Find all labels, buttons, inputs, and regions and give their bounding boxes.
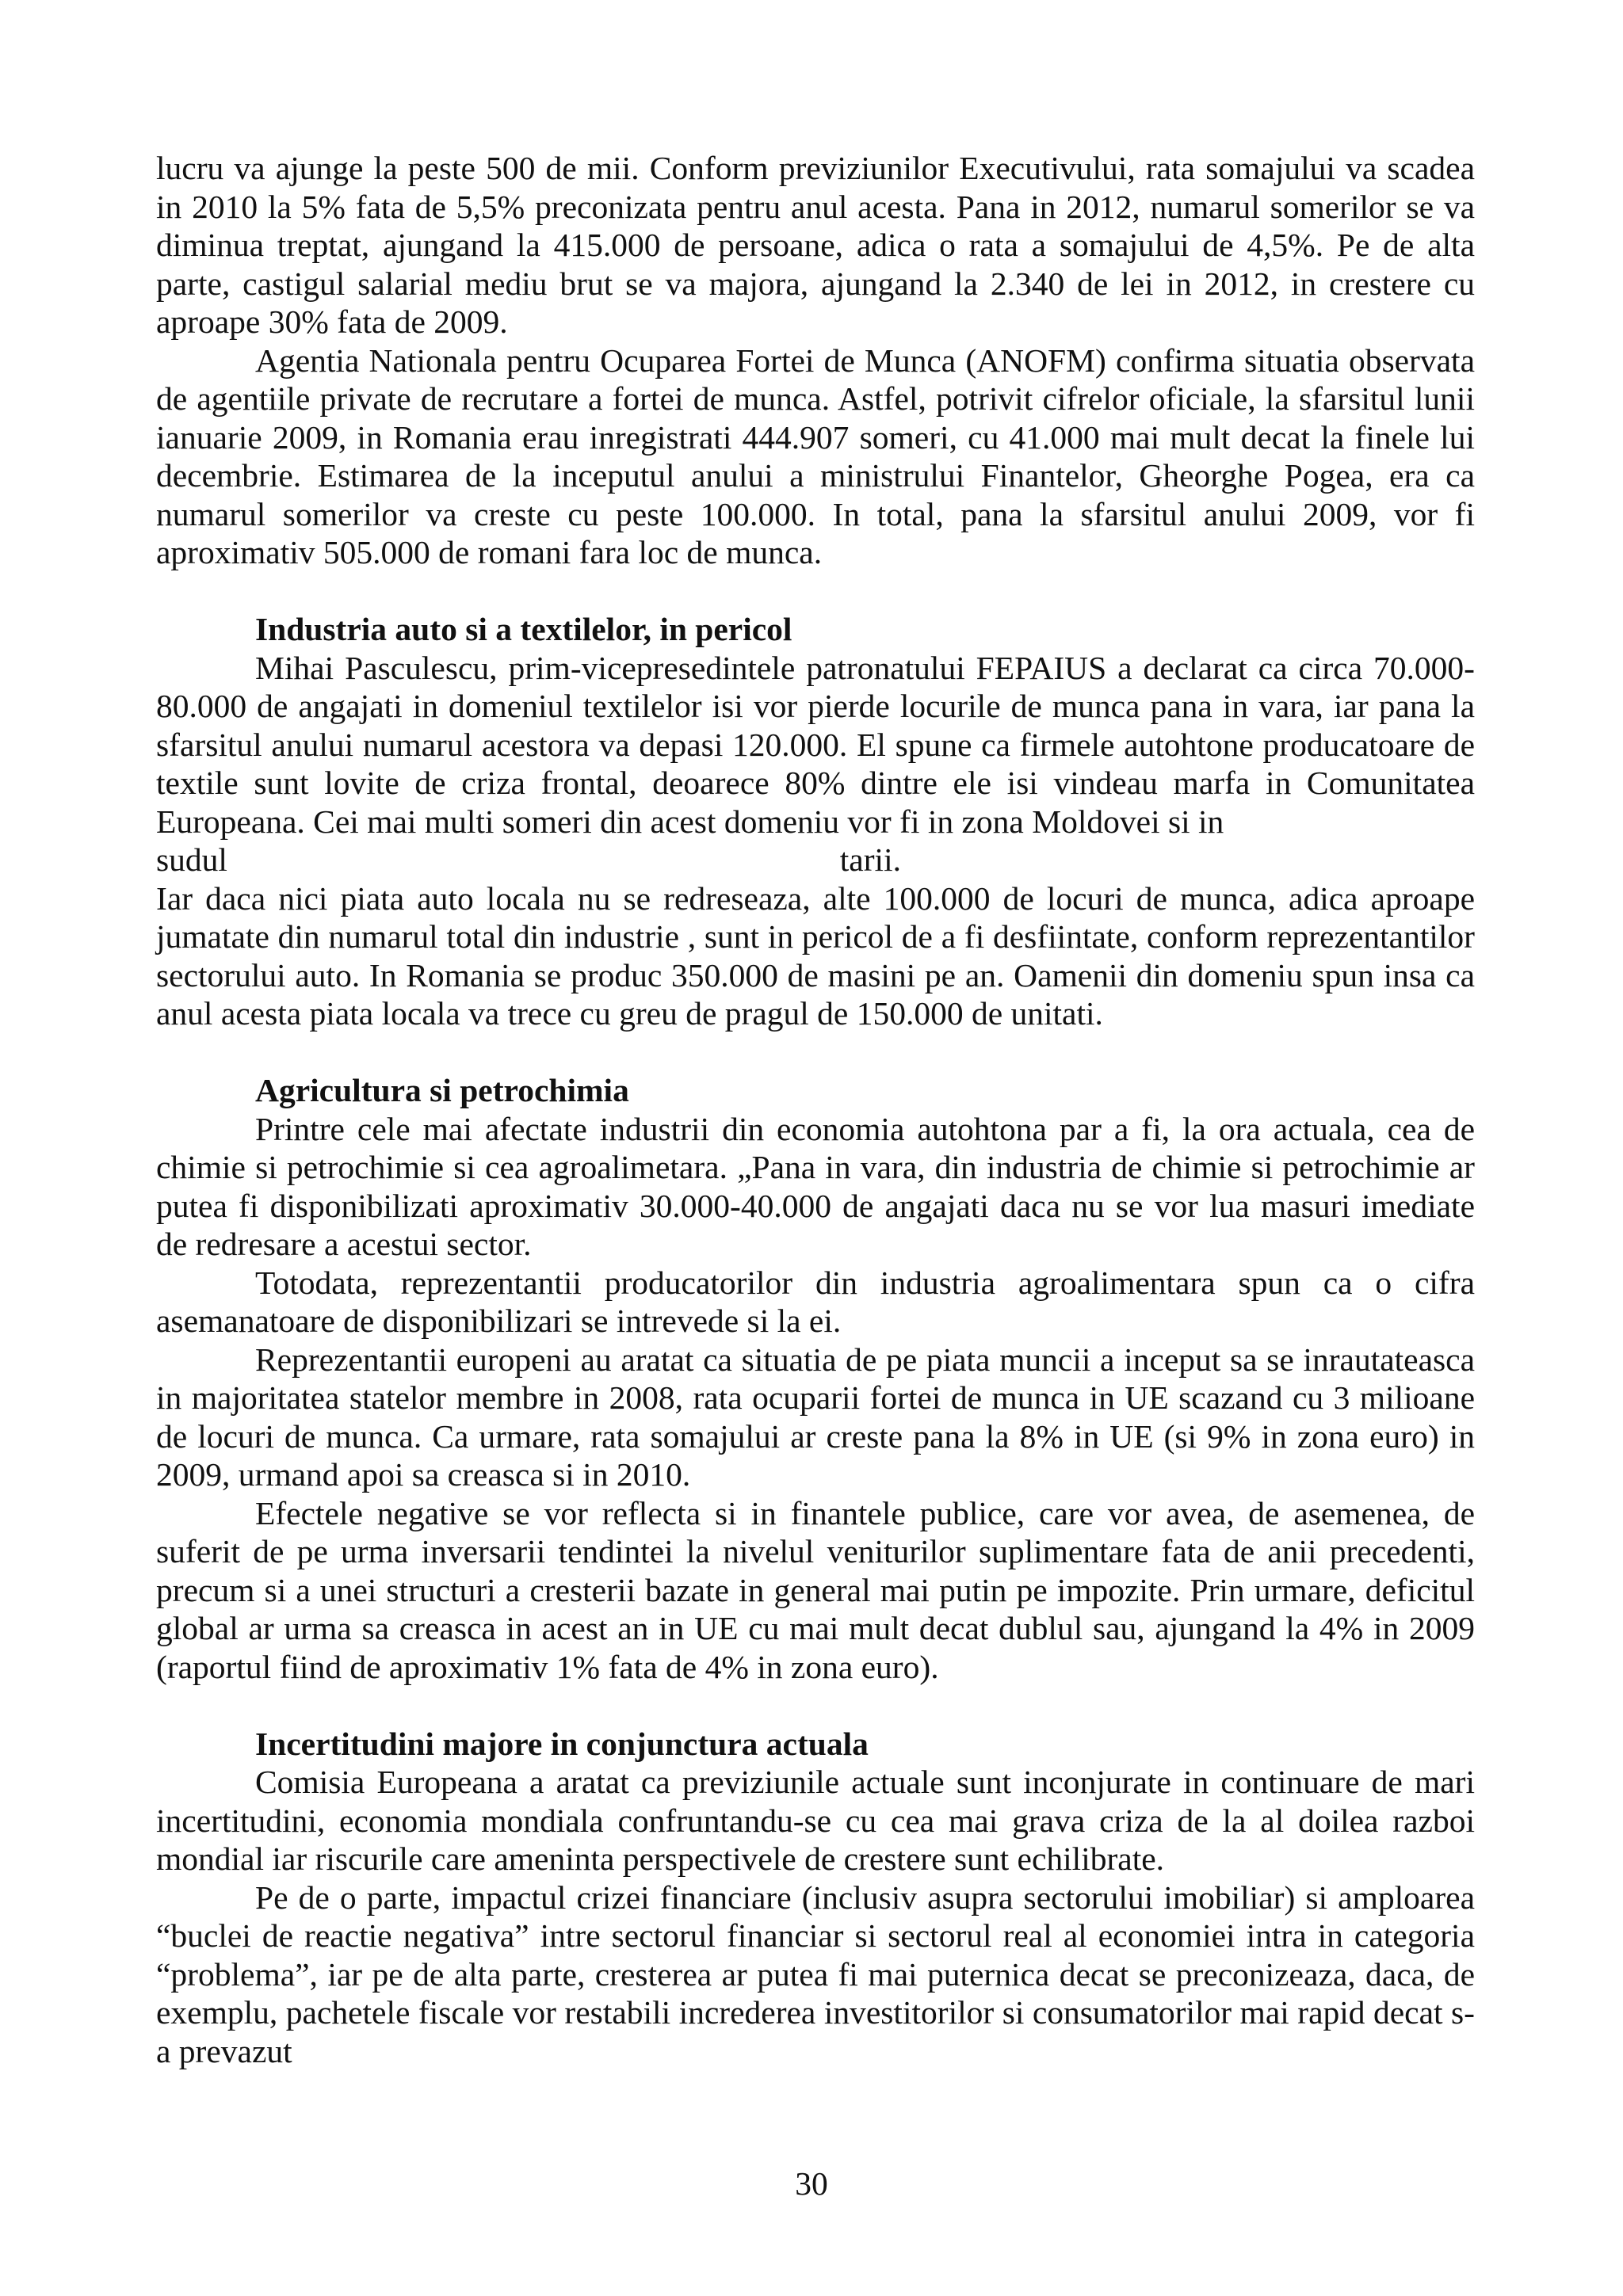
paragraph-textile-tail xyxy=(156,841,901,879)
paragraph-intro-continuation: lucru va ajunge la peste 500 de mii. Conform previziunilor Executivului, rata somajului va scadea in 2010 la 5% fata de 5,5% preconizata pentru anul acesta. Pana in 2012, numarul somerilor se va diminua treptat, ajungand la 415.000 de persoane, adica o rata a somajului de 4,5%. Pe de alta parte, castigul salarial mediu brut se va majora, ajungand la 2.340 de lei in 2012, in crestere cu aproape 30% fata de 2009. xyxy=(156,150,1475,340)
paragraph-textile-text: Mihai Pasculescu, prim-vicepresedintele patronatului FEPAIUS a declarat ca circa 70.000-80.000 de angajati in domeniul textilelor isi vor pierde locurile de munca pana in vara, iar pana la sfarsitul anului numarul acestora va depasi 120.000. El spune ca firmele autohtone producatoare de textile sunt lovite de criza frontal, deoarece 80% dintre ele isi vindeau marfa in Comunitatea Europeana. Cei mai multi someri din acest domeniu vor fi in zona Moldovei si in xyxy=(156,649,1475,840)
paragraph-agri-4: Efectele negative se vor reflecta si in finantele publice, care vor avea, de asemenea, de suferit de pe urma inversarii tendintei la nivelul veniturilor suplimentare fata de anii precedenti, precum si a unei structuri a cresterii bazate in general mai putin pe impozite. Prin urmare, deficitul global ar urma sa creasca in acest an in UE cu mai mult decat dublul sau, ajungand la 4% in 2009 (raportul fiind de aproximativ 1% fata de 4% in zona euro). xyxy=(156,1494,1475,1685)
section-spacer xyxy=(156,572,1475,611)
document-page xyxy=(156,149,1475,2070)
paragraph-agri-2: Totodata, reprezentantii producatorilor din industria agroalimentara spun ca o cifra asemanatoare de disponibilizari se intrevede si la ei. xyxy=(156,1264,1475,1339)
paragraph-textile-tail-left: sudul xyxy=(156,841,227,878)
paragraph-agri-3: Reprezentantii europeni au aratat ca situatia de pe piata muncii a inceput sa se inrautateasca in majoritatea statelor membre in 2008, rata ocuparii fortei de munca in UE scazand cu 3 milioane de locuri de munca. Ca urmare, rata somajului ar creste pana la 8% in UE (si 9% in zona euro) in 2009, urmand apoi sa creasca si in 2010. xyxy=(156,1341,1475,1493)
page-number: 30 xyxy=(795,2165,828,2202)
paragraph-textile xyxy=(156,649,1475,841)
section-spacer xyxy=(156,1033,1475,1072)
section-spacer xyxy=(156,1686,1475,1725)
paragraph-anofm: Agentia Nationala pentru Ocuparea Fortei de Munca (ANOFM) confirma situatia observata de agentiile private de recrutare a fortei de munca. Astfel, potrivit cifrelor oficiale, la sfarsitul lunii ianuarie 2009, in Romania erau inregistrati 444.907 someri, cu 41.000 mai mult decat la finele lui decembrie. Estimarea de la inceputul anului a ministrului Finantelor, Gheorghe Pogea, era ca numarul somerilor va creste cu peste 100.000. In total, pana la sfarsitul anului 2009, vor fi aproximativ 505.000 de romani fara loc de munca. xyxy=(156,341,1475,570)
paragraph-auto-industry: Iar daca nici piata auto locala nu se redreseaza, alte 100.000 de locuri de munca, adica aproape jumatate din numarul total din industrie , sunt in pericol de a fi desfiintate, conform reprezentantilor sectorului auto. In Romania se produc 350.000 de masini pe an. Oamenii din domeniu spun insa ca anul acesta piata locala va trece cu greu de pragul de 150.000 de unitati. xyxy=(156,879,1475,1032)
section-heading-agriculture: Agricultura si petrochimia xyxy=(255,1072,629,1108)
section-heading-uncertainties: Incertitudini majore in conjunctura actuala xyxy=(255,1725,869,1762)
section-heading-auto-textile: Industria auto si a textilelor, in pericol xyxy=(255,611,792,647)
paragraph-agri-1: Printre cele mai afectate industrii din economia autohtona par a fi, la ora actuala, cea de chimie si petrochimie si cea agroalimetara. „Pana in vara, din industria de chimie si petrochimie ar putea fi disponibilizati aproximativ 30.000-40.000 de angajati daca nu se vor lua masuri imediate de redresare a acestui sector. xyxy=(156,1110,1475,1262)
paragraph-uncert-1: Comisia Europeana a aratat ca previziunile actuale sunt inconjurate in continuare de mari incertitudini, economia mondiala confruntandu-se cu cea mai grava criza de la al doilea razboi mondial iar riscurile care ameninta perspectivele de crestere sunt echilibrate. xyxy=(156,1764,1475,1877)
paragraph-uncert-2: Pe de o parte, impactul crizei financiare (inclusiv asupra sectorului imobiliar) si amploarea “buclei de reactie negativa” intre sectorul financiar si sectorul real al economiei intra in categoria “problema”, iar pe de alta parte, cresterea ar putea fi mai puternica decat se preconizeaza, daca, de exemplu, pachetele fiscale vor restabili increderea investitorilor si consumatorilor mai rapid decat s-a prevazut xyxy=(156,1878,1475,2069)
paragraph-textile-tail-right: tarii. xyxy=(839,841,901,878)
